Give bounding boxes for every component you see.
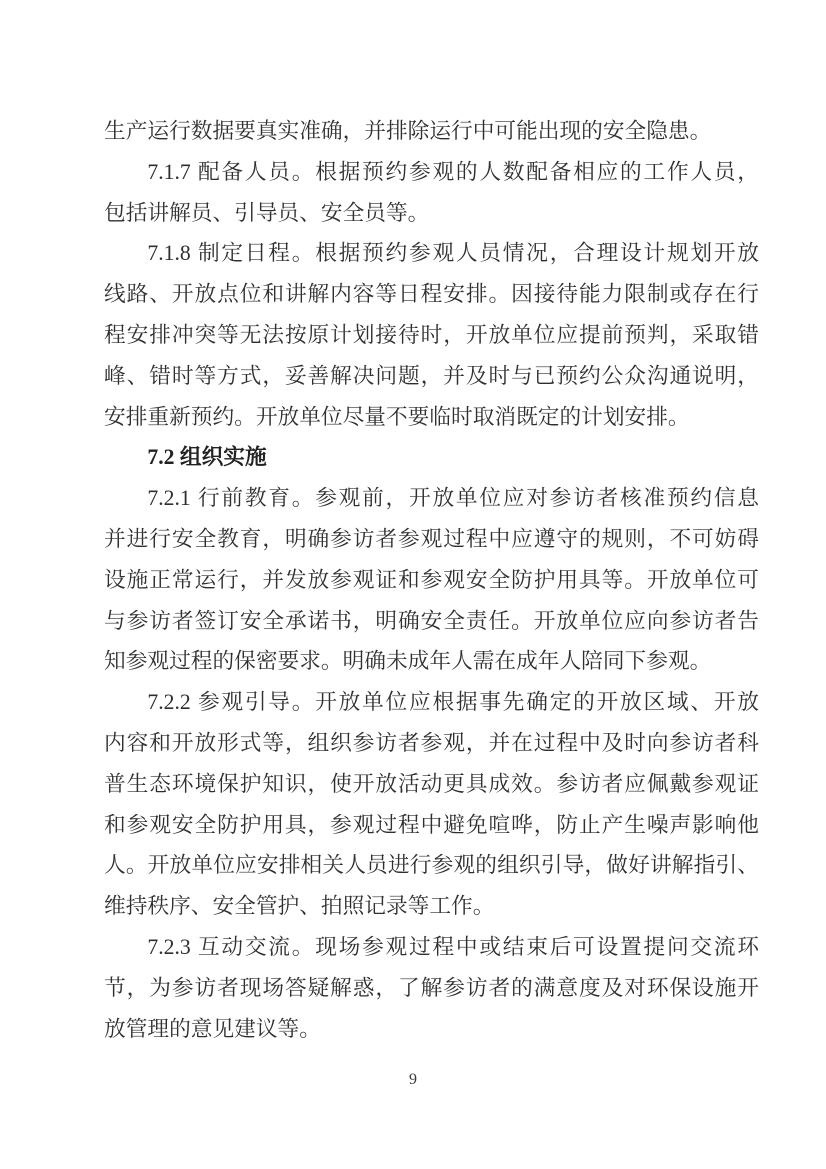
text-line: 和参观安全防护用具，参观过程中避免喧哗，防止产生噪声影响他 [104, 812, 759, 837]
text-line: 生产运行数据要真实准确，并排除运行中可能出现的安全隐患。 [104, 119, 712, 143]
text-line: 内容和开放形式等，组织参访者参观，并在过程中及时向参访者科 [104, 730, 759, 755]
text-line: 7.2.2 参观引导。开放单位应根据事先确定的开放区域、开放 [147, 690, 759, 715]
document-body [104, 111, 759, 1049]
section-heading: 7.2 组织实施 [147, 445, 267, 470]
text-line: 节，为参访者现场答疑解惑，了解参访者的满意度及对环保设施开 [104, 975, 759, 1000]
text-line: 包括讲解员、引导员、安全员等。 [104, 200, 430, 225]
text-line: 与参访者签订安全承诺书，明确安全责任。开放单位应向参访者告 [104, 608, 759, 633]
text-line: 人。开放单位应安排相关人员进行参观的组织引导，做好讲解指引、 [104, 853, 759, 878]
text-line: 线路、开放点位和讲解内容等日程安排。因接待能力限制或存在行 [104, 282, 759, 307]
text-line: 7.1.7 配备人员。根据预约参观的人数配备相应的工作人员， [147, 159, 759, 184]
text-line: 7.2.1 行前教育。参观前，开放单位应对参访者核准预约信息 [147, 486, 759, 511]
text-line: 维持秩序、安全管护、拍照记录等工作。 [104, 894, 495, 919]
text-line: 知参观过程的保密要求。明确未成年人需在成年人陪同下参观。 [104, 649, 712, 674]
page-number: 9 [409, 1071, 417, 1088]
page-footer [0, 1071, 826, 1089]
text-line: 放管理的意见建议等。 [104, 1016, 321, 1041]
text-line: 安排重新预约。开放单位尽量不要临时取消既定的计划安排。 [104, 404, 690, 429]
text-line: 程安排冲突等无法按原计划接待时，开放单位应提前预判，采取错 [104, 322, 759, 347]
text-line: 峰、错时等方式，妥善解决问题，并及时与已预约公众沟通说明， [104, 363, 759, 388]
text-line: 设施正常运行，并发放参观证和参观安全防护用具等。开放单位可 [104, 567, 759, 592]
text-line: 并进行安全教育，明确参访者参观过程中应遵守的规则，不可妨碍 [104, 526, 759, 551]
text-line: 7.2.3 互动交流。现场参观过程中或结束后可设置提问交流环 [147, 934, 759, 959]
text-line: 7.1.8 制定日程。根据预约参观人员情况，合理设计规划开放 [147, 241, 759, 266]
text-line: 普生态环境保护知识，使开放活动更具成效。参访者应佩戴参观证 [104, 771, 759, 796]
